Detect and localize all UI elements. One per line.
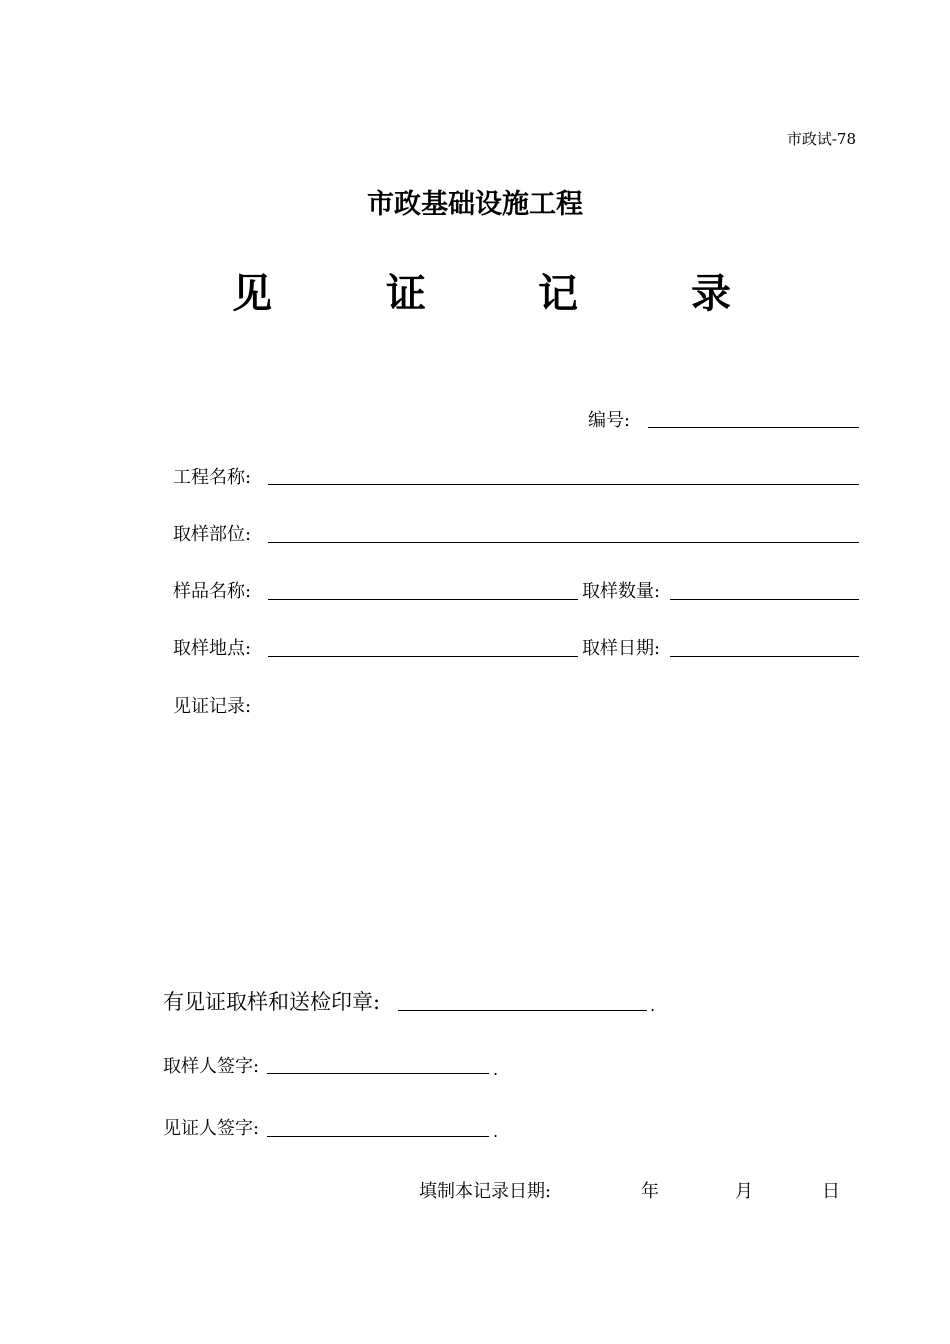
sampler-signature-field[interactable] [267,1073,489,1074]
sampler-signature-label: 取样人签字: [163,1056,260,1077]
form-code: 市政试-78 [786,130,856,148]
title-char-3: 记 [538,271,578,317]
sample-quantity-label: 取样数量: [582,581,661,602]
witness-signature-field[interactable] [267,1136,489,1137]
seal-period: . [650,996,656,1015]
title-char-1: 见 [232,271,272,317]
sampling-date-label: 取样日期: [582,638,661,659]
project-name-label: 工程名称: [173,467,252,488]
project-name-field[interactable] [268,484,859,485]
fill-date-year: 年 [641,1181,659,1202]
witness-signature-label: 见证人签字: [163,1118,260,1139]
sample-quantity-field[interactable] [670,599,859,600]
title-char-2: 证 [386,271,426,317]
title-char-4: 录 [691,271,731,317]
number-label: 编号: [588,410,631,431]
seal-label: 有见证取样和送检印章: [163,990,381,1014]
sampling-part-field[interactable] [268,542,859,543]
sampler-period: . [493,1060,499,1079]
seal-field[interactable] [398,1010,647,1011]
sampling-date-field[interactable] [670,656,859,657]
sampling-location-field[interactable] [268,656,578,657]
sample-name-field[interactable] [268,599,578,600]
fill-date-label: 填制本记录日期: [419,1181,552,1202]
sampling-part-label: 取样部位: [173,524,252,545]
sampling-location-label: 取样地点: [173,638,252,659]
number-field[interactable] [648,427,859,428]
fill-date-month: 月 [735,1181,753,1202]
fill-date-day: 日 [822,1181,840,1202]
sample-name-label: 样品名称: [173,581,252,602]
witness-period: . [493,1122,499,1141]
document-title: 市政基础设施工程 [367,189,583,220]
witness-record-label: 见证记录: [173,696,252,717]
